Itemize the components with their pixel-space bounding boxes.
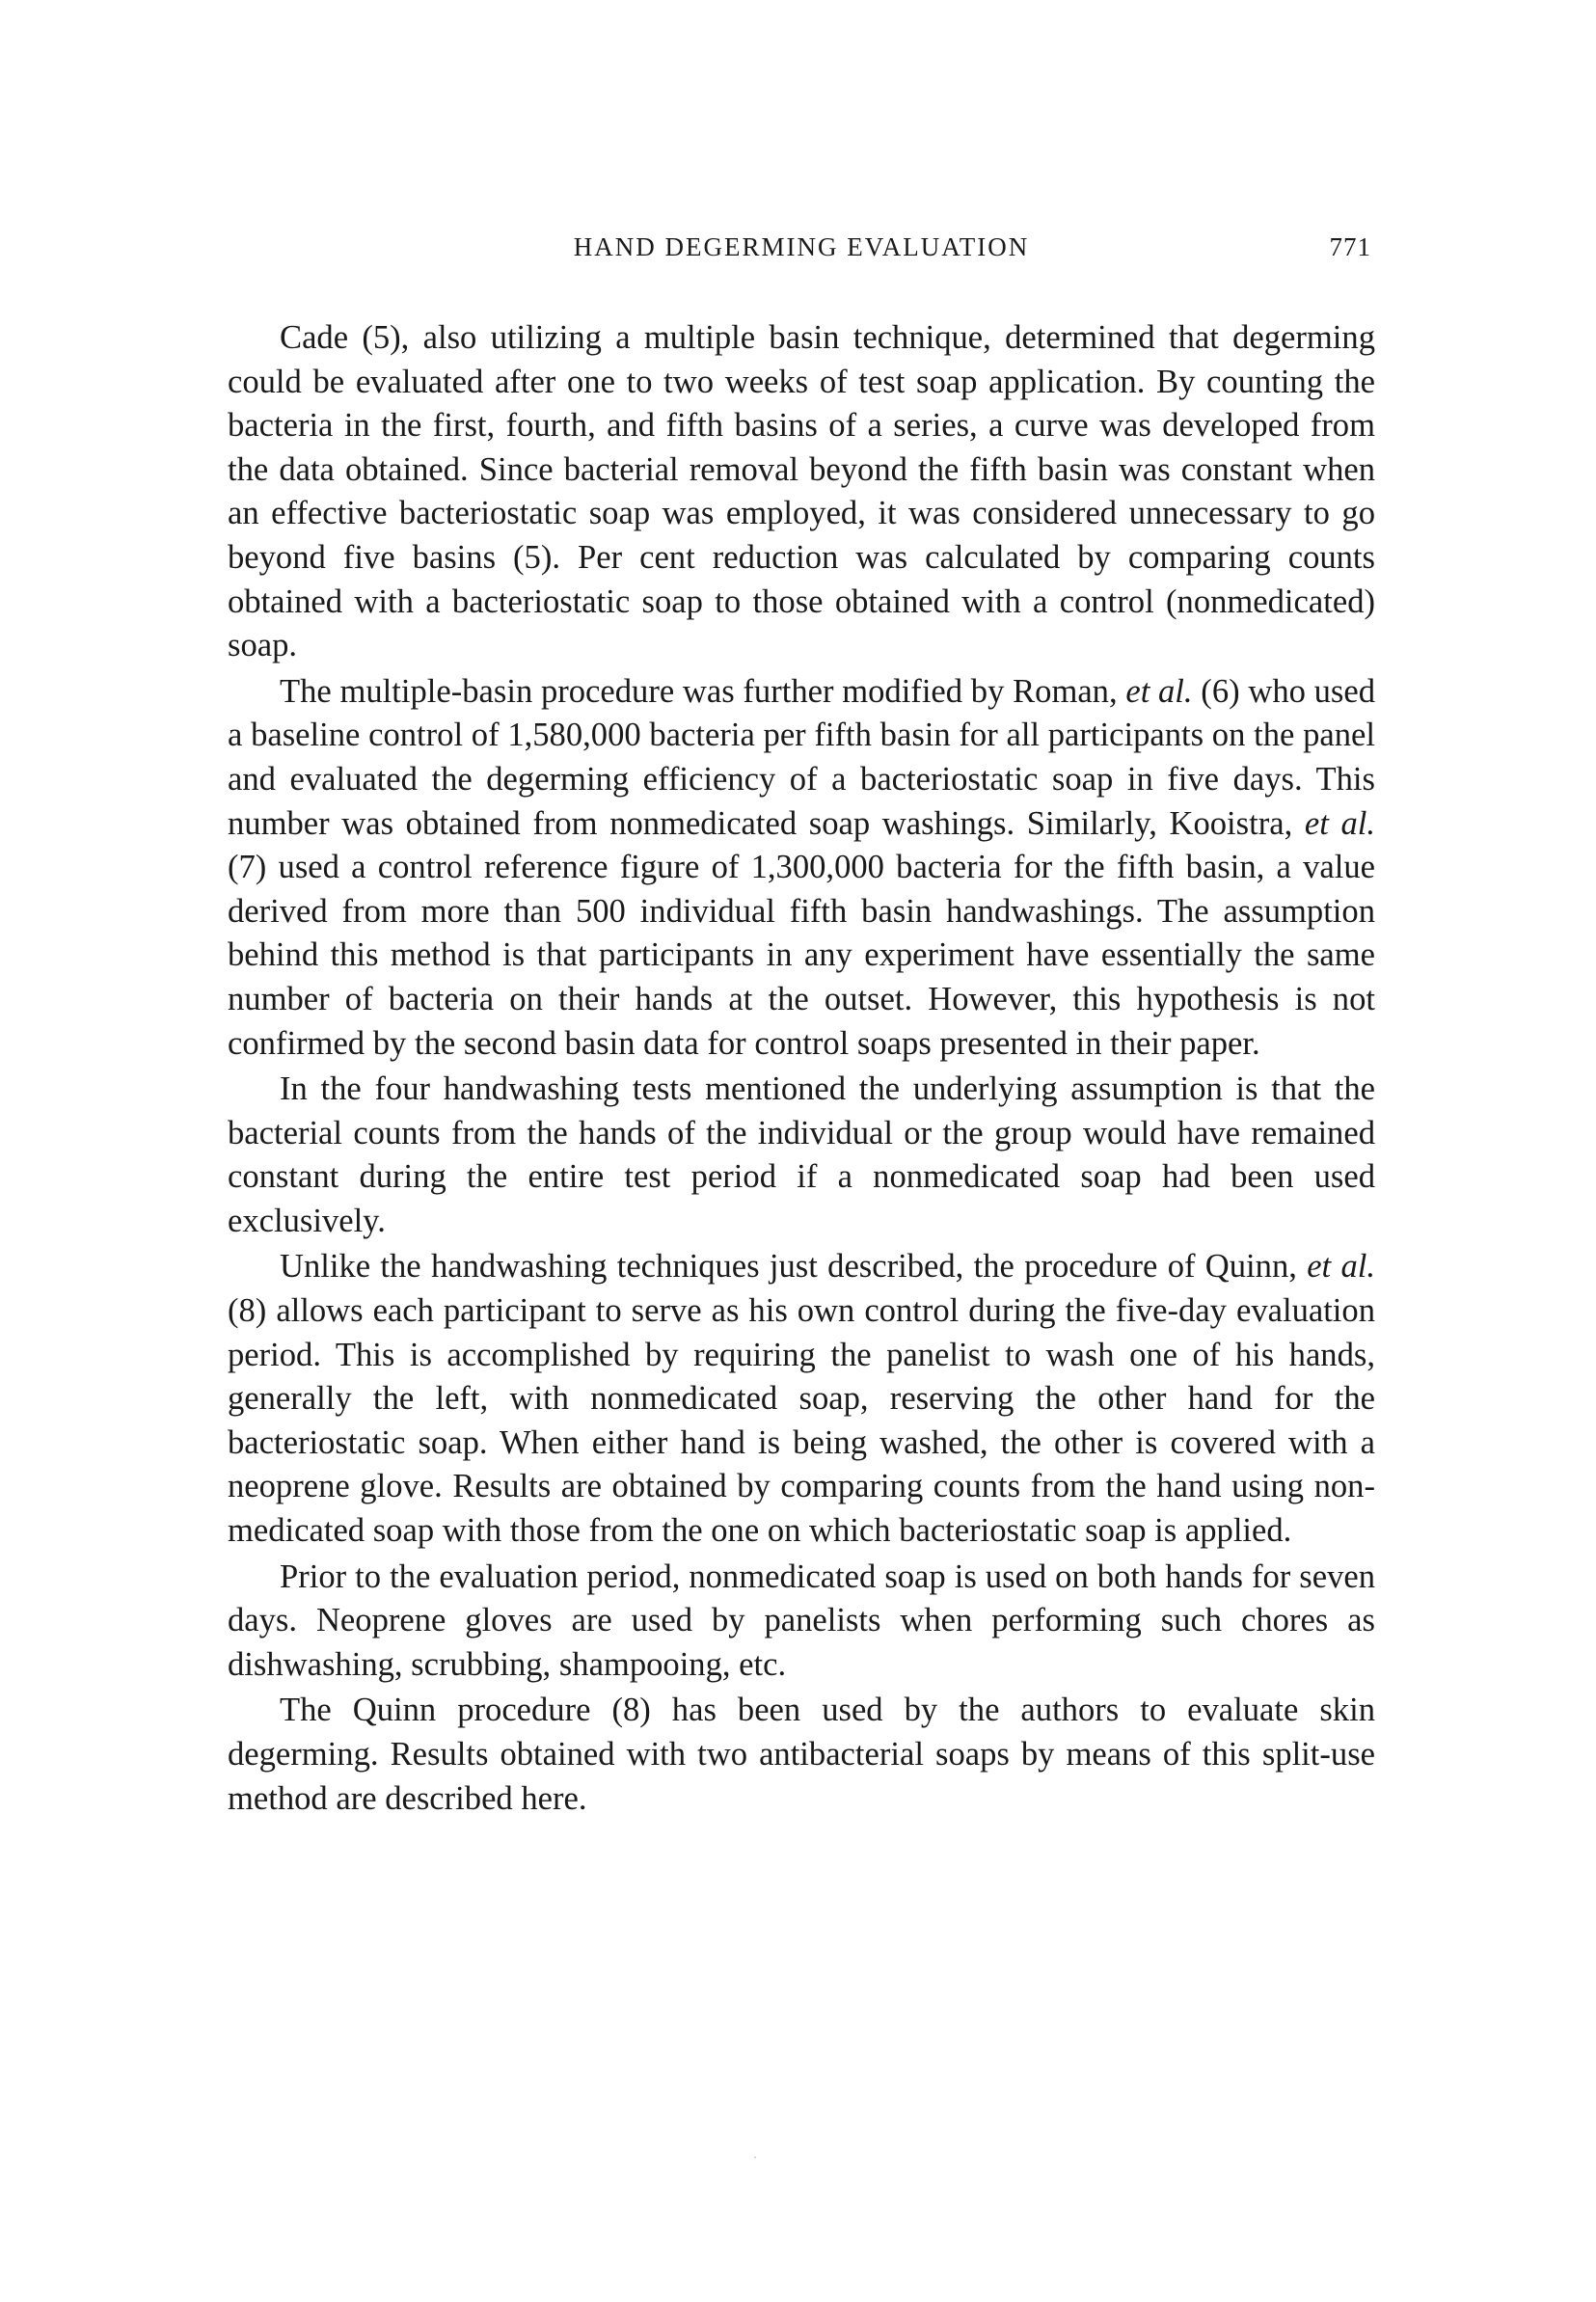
paragraph-text: In the four handwashing tests mentioned the underlying assumption is that the bacterial counts from the hands of the individual or the group would have remained constant during the entire test period if a nonmedicated soap had been used exclusively.: [228, 1070, 1375, 1239]
paragraph-text: Cade (5), also utilizing a multiple basin technique, determined that degerming could be evaluated after one to two weeks of test soap application. By counting the bacteria in the first, fourth, and fifth basins of a series, a curve was developed from the data obtained. Since bacterial removal beyond the fifth basin was constant when an effective bacteriostatic soap was employed, it was considered unnecessary to go beyond five basins (5). Per cent reduction was calculated by comparing counts obtained with a bacteriostatic soap to those obtained with a control (nonmedicated) soap.: [228, 319, 1375, 664]
running-head: [228, 228, 1375, 266]
paragraph-underlying-assumption: [228, 1068, 1375, 1243]
paragraph-quinn-method: [228, 1245, 1375, 1553]
paragraph-text: Prior to the evaluation period, nonmedicated soap is used on both hands for seven days. Neoprene gloves are used by panelists when performing such chores as dishwashing, scrubbing, shampooing, etc.: [228, 1557, 1375, 1683]
paragraph-text: (6) who used a baseline control of 1,580,000 bacteria per fifth basin for all participants on the panel and evaluated the degerming efficiency of a bacteriostatic soap in five days. This number was obtained from nonmedicated soap washings. Similarly, Kooistra,: [228, 672, 1376, 842]
paragraph-cade-method: [228, 316, 1375, 668]
paragraph-text: Unlike the handwashing techniques just described, the procedure of Quinn,: [280, 1248, 1308, 1286]
paragraph-prior-evaluation: [228, 1556, 1375, 1688]
paragraph-split-use: [228, 1689, 1375, 1821]
scan-speck: [754, 2156, 756, 2158]
paragraph-text: The multiple-basin procedure was further modified by Roman,: [280, 672, 1126, 710]
paragraph-text: The Quinn procedure (8) has been used by the authors to evaluate skin degerming. Results obtained with two antibacterial soaps by means of this split-use method are described here.: [228, 1692, 1375, 1817]
citation-et-al: et al.: [1307, 1248, 1376, 1286]
journal-page: [228, 228, 1375, 1821]
paragraph-roman-kooistra: [228, 670, 1375, 1066]
paragraph-text: (7) used a control reference figure of 1,300,000 bacteria for the fifth basin, a value derived from more than 500 individual fifth basin handwashings. The assumption behind this method is that participants in any experiment have essentially the same number of bacteria on their hands at the outset. However, this hypothesis is not confirmed by the second basin data for control soaps presented in their paper.: [228, 849, 1375, 1062]
citation-et-al: et al.: [1304, 804, 1376, 842]
body-text: [228, 316, 1375, 1821]
running-title: HAND DEGERMING EVALUATION: [573, 232, 1030, 261]
citation-et-al: et al.: [1125, 672, 1193, 710]
paragraph-text: (8) allows each participant to serve as his own control during the five-day evaluation period. This is accomplished by requiring the panelist to wash one of his hands, generally the left, with nonmedicated soap, reserving the other hand for the bacteriostatic soap. When either hand is being washed, the other is covered with a neoprene glove. Results are obtained by comparing counts from the hand using nonmedicated soap with those from the one on which bacteriostatic soap is applied.: [228, 1292, 1375, 1550]
page-number: 771: [1329, 232, 1371, 261]
